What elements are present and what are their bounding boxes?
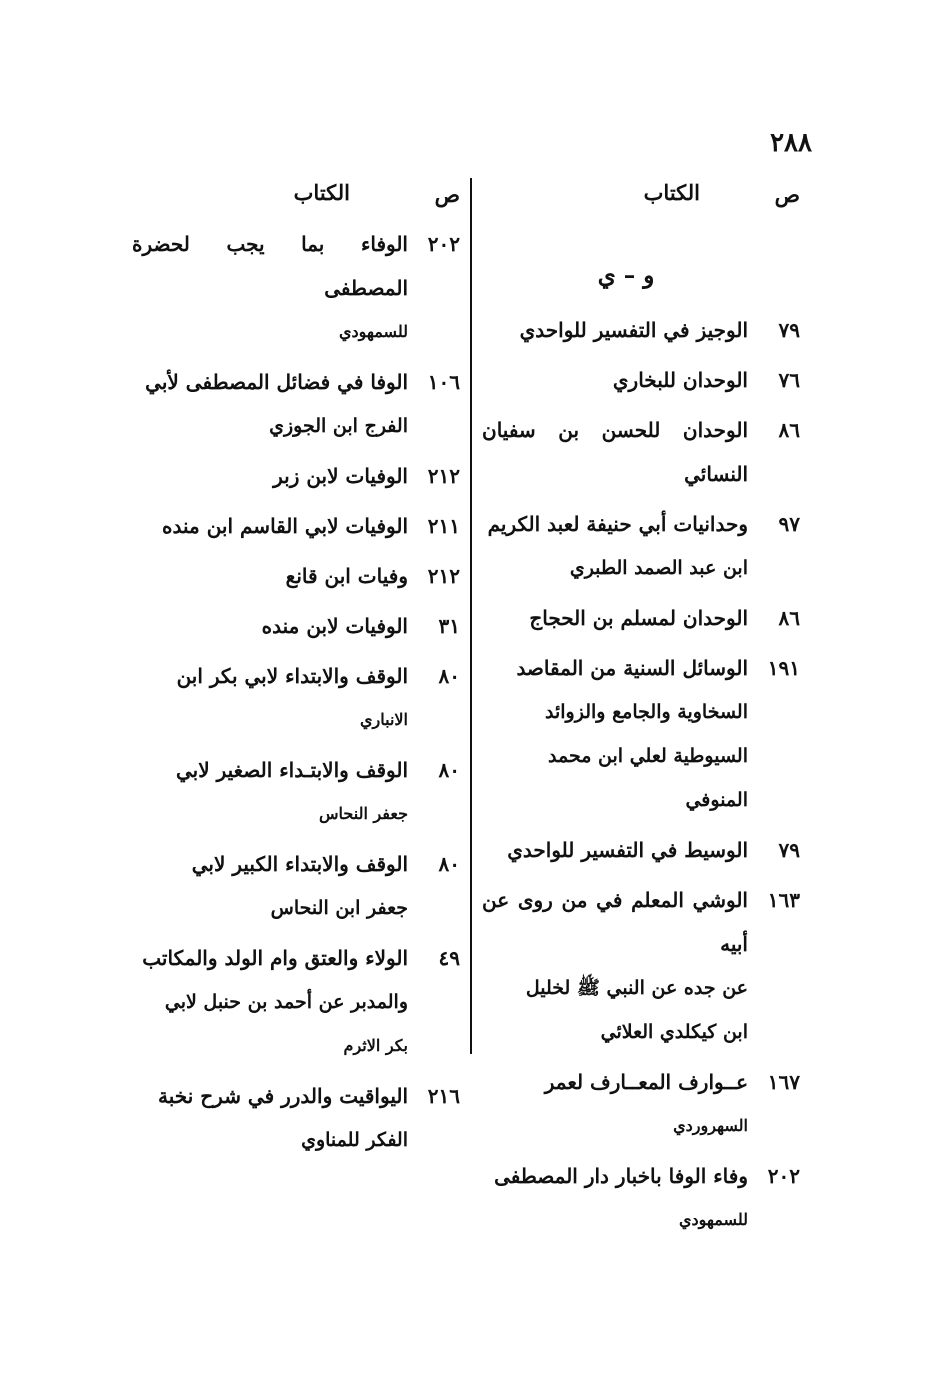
index-entry xyxy=(482,502,800,590)
index-entry xyxy=(132,1074,460,1162)
header-book-label: الكتاب xyxy=(293,180,350,205)
index-column-right xyxy=(482,180,800,1248)
entry-title: الوفاء بما يجب لحضرة المصطفى xyxy=(132,232,408,300)
entry-title-continuation: للسمهودي xyxy=(679,1210,748,1229)
page-number: ٢٨٨ xyxy=(770,128,812,158)
entry-page-number: ١٩١ xyxy=(767,656,800,680)
index-entry xyxy=(482,1154,800,1242)
entry-title: الوفيات لابن منده xyxy=(261,614,408,638)
index-entry xyxy=(132,454,460,498)
entry-title-continuation: الفكر للمناوي xyxy=(301,1129,408,1151)
index-entry xyxy=(482,308,800,352)
header-book-label: الكتاب xyxy=(643,180,700,205)
entry-title-continuation: الفرج ابن الجوزي xyxy=(269,415,408,437)
entry-title-continuation: والمدبر عن أحمد بن حنبل لابي xyxy=(164,991,408,1013)
entry-page-number: ٩٧ xyxy=(778,512,800,536)
index-entry xyxy=(132,504,460,548)
entry-title-continuation: جعفر النحاس xyxy=(319,804,408,823)
index-entry xyxy=(482,596,800,640)
entry-title: الولاء والعتق وام الولد والمكاتب xyxy=(142,946,408,970)
entry-title-continuation: الانباري xyxy=(360,710,408,729)
entry-title: الوشي المعلم في من روى عن أبيه xyxy=(482,888,748,956)
entry-page-number: ١٦٣ xyxy=(767,888,800,912)
entry-page-number: ٨٦ xyxy=(778,418,800,442)
entry-title-continuation: السخاوية والجامع والزوائد xyxy=(545,701,748,723)
entry-title: وحدانيات أبي حنيفة لعبد الكريم xyxy=(487,512,748,536)
column-divider xyxy=(470,178,472,1054)
entry-page-number: ٤٩ xyxy=(438,946,460,970)
index-entry xyxy=(482,1060,800,1148)
entry-title: الوفيات لابن زبر xyxy=(273,464,408,488)
entry-page-number: ٨٠ xyxy=(438,758,460,782)
entry-title: الوقف والابتـداء الصغير لابي xyxy=(175,758,408,782)
entry-title: الوفيات لابي القاسم ابن منده xyxy=(162,514,408,538)
entry-title-continuation: ابن عبد الصمد الطبري xyxy=(569,557,748,579)
index-entry xyxy=(482,878,800,1054)
entry-page-number: ٧٦ xyxy=(778,368,800,392)
column-header-left xyxy=(132,180,460,222)
entry-title: وفاء الوفا باخبار دار المصطفى xyxy=(494,1164,748,1188)
entry-title: الوجيز في التفسير للواحدي xyxy=(519,318,748,342)
entry-title-continuation: السهروردي xyxy=(673,1116,748,1135)
entry-page-number: ٧٩ xyxy=(778,838,800,862)
entry-title: الوقف والابتداء الكبير لابي xyxy=(191,852,408,876)
entry-title: الوفا في فضائل المصطفى لأبي xyxy=(145,370,408,394)
entry-title-continuation: للسمهودي xyxy=(339,322,408,341)
entry-title-continuation: جعفر ابن النحاس xyxy=(270,897,408,919)
entry-title-continuation: بكر الاثرم xyxy=(343,1036,408,1055)
index-entry xyxy=(132,604,460,648)
entry-title-continuation: السيوطية لعلي ابن محمد المنوفي xyxy=(548,745,748,811)
entry-page-number: ٨٦ xyxy=(778,606,800,630)
entry-page-number: ٢١٦ xyxy=(427,1084,460,1108)
entry-title-continuation: ابن كيكلدي العلائي xyxy=(600,1021,748,1043)
index-entry xyxy=(482,358,800,402)
entry-title: عــوارف المعــارف لعمر xyxy=(544,1070,748,1094)
index-entry xyxy=(482,646,800,822)
index-entry xyxy=(132,554,460,598)
index-entry xyxy=(132,360,460,448)
entry-title: اليواقيت والدرر في شرح نخبة xyxy=(158,1084,408,1108)
entry-page-number: ٢١٢ xyxy=(427,564,460,588)
index-entry xyxy=(132,842,460,930)
entry-page-number: ٨٠ xyxy=(438,852,460,876)
entry-list xyxy=(482,308,800,1242)
header-page-label: ص xyxy=(774,182,800,207)
entry-page-number: ١٠٦ xyxy=(427,370,460,394)
entry-list xyxy=(132,222,460,1162)
entry-title-continuation: عن جده عن النبي ﷺ لخليل xyxy=(525,977,748,999)
index-entry xyxy=(132,654,460,742)
index-entry xyxy=(482,828,800,872)
index-column-left xyxy=(132,180,460,1168)
entry-page-number: ٢١١ xyxy=(427,514,460,538)
entry-title: الوحدان لمسلم بن الحجاج xyxy=(529,606,748,630)
entry-title: الوسيط في التفسير للواحدي xyxy=(507,838,748,862)
entry-page-number: ٢٠٢ xyxy=(427,232,460,256)
entry-title: الوسائل السنية من المقاصد xyxy=(516,656,748,680)
entry-title: الوقف والابتداء لابي بكر ابن xyxy=(176,664,408,688)
entry-title: الوحدان للحسن بن سفيان النسائي xyxy=(482,418,748,486)
column-header-right xyxy=(482,180,800,222)
entry-page-number: ٢٠٢ xyxy=(767,1164,800,1188)
entry-page-number: ٧٩ xyxy=(778,318,800,342)
entry-page-number: ٣١ xyxy=(438,614,460,638)
index-entry xyxy=(482,408,800,496)
header-page-label: ص xyxy=(434,182,460,207)
section-letter-heading: و – ي xyxy=(597,262,655,289)
entry-title: وفيات ابن قانع xyxy=(285,564,408,588)
entry-page-number: ٨٠ xyxy=(438,664,460,688)
entry-page-number: ٢١٢ xyxy=(427,464,460,488)
entry-title: الوحدان للبخاري xyxy=(612,368,748,392)
index-entry xyxy=(132,222,460,354)
index-entry xyxy=(132,936,460,1068)
index-entry xyxy=(132,748,460,836)
entry-page-number: ١٦٧ xyxy=(767,1070,800,1094)
